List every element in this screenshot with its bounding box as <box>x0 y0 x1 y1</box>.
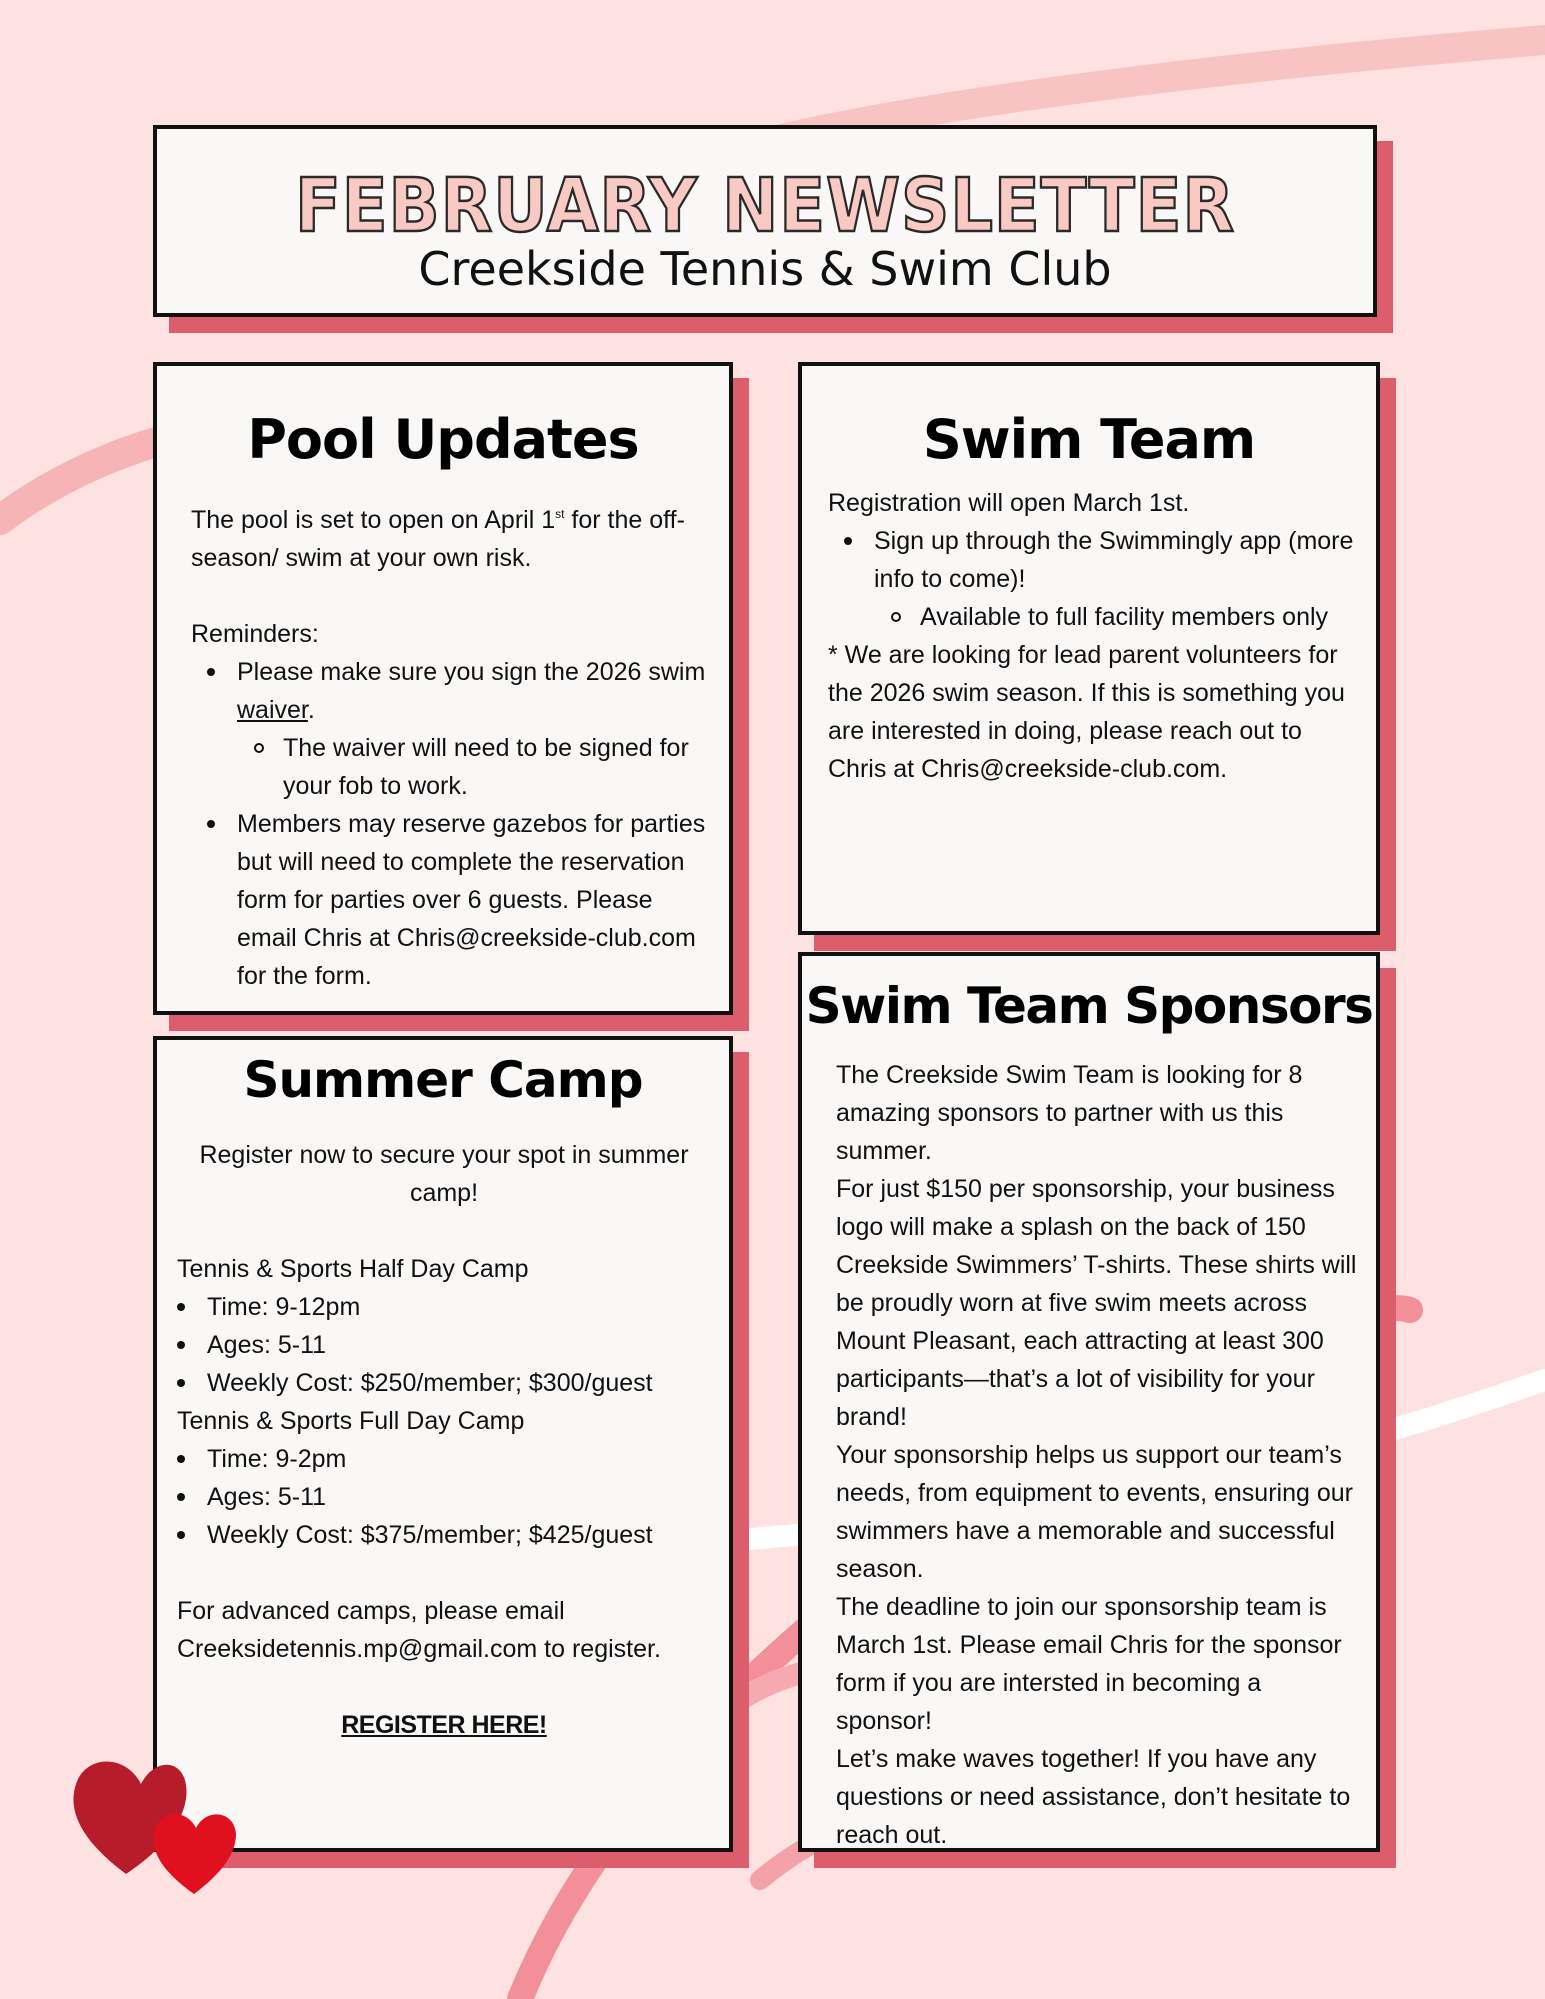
list-item: Weekly Cost: $250/member; $300/guest <box>161 1364 711 1402</box>
advanced-camps-note: For advanced camps, please email Creeksidetennis.mp@gmail.com to register. <box>177 1597 661 1663</box>
list-item: Members may reserve gazebos for parties but will need to complete the reservation form for parties over 6 guests. Please email Chris at Chris@creekside-club.com for the form. <box>191 805 711 995</box>
sponsor-paragraph: Let’s make waves together! If you have any questions or need assistance, don’t hesitate to reach out. <box>836 1745 1351 1849</box>
swim-team-card <box>798 362 1380 935</box>
reminders-label: Reminders: <box>191 620 319 648</box>
newsletter-title <box>157 151 1373 255</box>
heart-icon <box>153 1814 236 1894</box>
half-day-label: Tennis & Sports Half Day Camp <box>177 1255 529 1283</box>
newsletter-subtitle: Creekside Tennis & Swim Club <box>418 242 1112 296</box>
list-item: Weekly Cost: $375/member; $425/guest <box>161 1516 711 1554</box>
list-item: Time: 9-12pm <box>161 1288 711 1326</box>
list-item: Please make sure you sign the 2026 swim waiver. The waiver will need to be signed for your fob to work. <box>191 653 711 805</box>
list-item: Ages: 5-11 <box>161 1478 711 1516</box>
sponsors-heading: Swim Team Sponsors <box>805 977 1373 1035</box>
pool-intro: The pool is set to open on April 1st for the off-season/ swim at your own risk. <box>191 506 685 572</box>
waiver-link[interactable]: waiver <box>237 696 308 724</box>
register-here-link[interactable]: REGISTER HERE! <box>341 1711 547 1739</box>
swim-registration: Registration will open March 1st. <box>828 489 1190 517</box>
list-item: Time: 9-2pm <box>161 1440 711 1478</box>
pool-updates-heading: Pool Updates <box>247 408 639 471</box>
newsletter-title-text: FEBRUARY NEWSLETTER <box>295 163 1235 249</box>
sponsor-paragraph: For just $150 per sponsorship, your business logo will make a splash on the back of 150 Creekside Swimmers’ T-shirts. These shirts will be proudly worn at five swim meets across Mount Pleasant, each attracting at least 300 participants—that’s a lot of visibility for your brand! <box>836 1175 1357 1431</box>
summer-camp-heading: Summer Camp <box>243 1051 643 1109</box>
camp-intro: Register now to secure your spot in summer camp! <box>199 1141 689 1207</box>
pool-updates-card <box>153 362 733 1015</box>
sponsor-paragraph: The deadline to join our sponsorship team is March 1st. Please email Chris for the sponsor form if you are intersted in becoming a sponsor! <box>836 1593 1342 1735</box>
summer-camp-card <box>153 1036 733 1852</box>
swim-team-heading: Swim Team <box>922 408 1256 471</box>
header-card <box>153 125 1377 317</box>
list-item: Sign up through the Swimmingly app (more info to come)! Available to full facility members only <box>828 522 1354 636</box>
volunteer-note: * We are looking for lead parent volunteers for the 2026 swim season. If this is something you are interested in doing, please reach out to Chris at Chris@creekside-club.com. <box>828 641 1345 783</box>
sponsor-paragraph: The Creekside Swim Team is looking for 8 amazing sponsors to partner with us this summer. <box>836 1061 1303 1165</box>
sponsor-paragraph: Your sponsorship helps us support our team’s needs, from equipment to events, ensuring our swimmers have a memorable and successful season. <box>836 1441 1353 1583</box>
list-item: Ages: 5-11 <box>161 1326 711 1364</box>
sponsors-card <box>798 952 1380 1852</box>
list-item: Available to full facility members only <box>874 598 1354 636</box>
full-day-label: Tennis & Sports Full Day Camp <box>177 1407 525 1435</box>
hearts-decoration <box>66 1744 246 1904</box>
list-item: The waiver will need to be signed for your fob to work. <box>237 729 711 805</box>
